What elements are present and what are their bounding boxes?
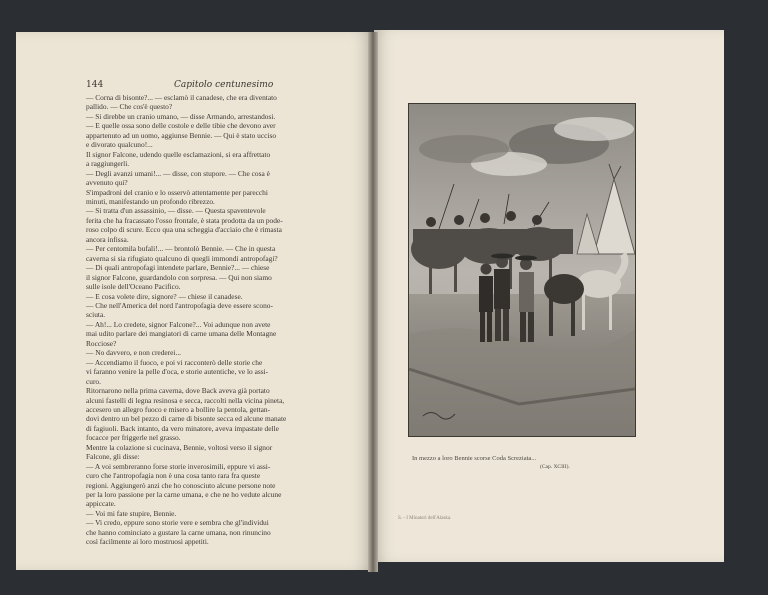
text-line: — No davvero, e non crederei... [86, 348, 182, 358]
book-gutter [368, 32, 378, 572]
text-line: — Che nell'America del nord l'antropofagia deve essere scono- [86, 300, 273, 310]
text-line: avvenuto qui? [86, 178, 128, 188]
text-line: Mentre la colazione si cucinava, Bennie, voltosi verso il signor [86, 442, 273, 452]
text-line: minuti, manifestando un profondo ribrezzo. [86, 196, 215, 206]
text-line: ancora infissa. [86, 234, 129, 244]
text-line: — Accendiamo il fuoco, e poi vi racconterò delle storie che [86, 357, 263, 367]
caption-chapter-reference: (Cap. XCIII). [540, 464, 570, 470]
text-line: pallido. — Che cos'è questo? [86, 102, 173, 112]
text-line: e divorato qualcuno!... [86, 140, 153, 150]
text-line: — Voi mi fate stupire, Bennie. [86, 508, 177, 518]
text-line: — Si direbbe un cranio umano, — disse Armando, arrestandosi. [86, 111, 276, 121]
left-page-body-text [86, 93, 346, 547]
text-line: roso colpo di scure. Ecco qua una scheggia d'acciaio che è rimasta [86, 225, 282, 235]
text-line: Rocciose? [86, 338, 117, 348]
text-line: Il signor Falcone, udendo quelle esclamazioni, si era affrettato [86, 149, 271, 159]
text-line: — Degli avanzi umani!... — disse, con stupore. — Che cosa è [86, 168, 270, 178]
text-line: sulle isole dell'Oceano Pacifico. [86, 282, 181, 292]
text-line: Falcone, gli disse: [86, 452, 140, 462]
text-line: dovi dentro un bel pezzo di carne di bisonte secca ed alcune manate [86, 414, 287, 424]
text-line: — Ah!... Lo credete, signor Falcone?... Voi adunque non avete [86, 319, 271, 329]
illustration-image [409, 104, 635, 436]
text-line: curo che l'antropofagia non è una cosa tanto rara fra queste [86, 471, 261, 481]
text-line: a raggiungerli. [86, 159, 130, 169]
text-line: caverna si sia rifugiato qualcuno di quegli immondi antropofagi? [86, 253, 278, 263]
text-line: — E quelle ossa sono delle costole e delle tibie che devono aver [86, 121, 276, 131]
text-line: curo. [86, 376, 101, 386]
page-number: 144 [86, 80, 104, 90]
text-line: il signor Falcone, guardandolo con sorpresa. — Qui non siamo [86, 272, 272, 282]
text-line: — Per centomila bufali!... — brontolò Bennie. — Che in questa [86, 244, 276, 254]
running-title: Capitolo centunesimo [174, 80, 274, 90]
text-line: — A voi sembreranno forse storie inverosimili, eppure vi assi- [86, 461, 271, 471]
text-line: mai udito parlare dei mangiatori di carne umana delle Montagne [86, 329, 277, 339]
text-line: S'impadronì del cranio e lo osservò attentamente per parecchi [86, 187, 268, 197]
text-line: vi faranno venire la pelle d'oca, e storie autentiche, ve lo assi- [86, 367, 269, 377]
text-line: accesero un allegro fuoco e misero a bollire la pentola, gettan- [86, 404, 271, 414]
text-line: ferita che ha fracassato l'osso frontale, è stata prodotta da un pode- [86, 215, 283, 225]
text-line: sciuta. [86, 310, 106, 320]
caption-text: In mezzo a loro Bennie scorse Coda Screziata... [412, 455, 537, 462]
illustration-plate [408, 103, 636, 437]
text-line: regioni. Aggiungerò anzi che ho conosciuto alcune persone note [86, 480, 276, 490]
text-line: di fagiuoli. Back intanto, da vero minatore, aveva impastate delle [86, 423, 279, 433]
text-line: focacce per friggerle nel grasso. [86, 433, 181, 443]
text-line: Ritornarono nella prima caverna, dove Back aveva già portato [86, 386, 270, 396]
text-line: — Corna di bisonte?... — esclamò il canadese, che era diventato [86, 93, 277, 102]
text-line: — E cosa volete dire, signore? — chiese il canadese. [86, 291, 243, 301]
text-line: per la loro passione per la carne umana, e che ne ho vedute alcune [86, 490, 282, 500]
text-line: così facilmente ai loro mostruosi appetiti. [86, 537, 209, 547]
text-line: che hanno cominciato a gustare la carne umana, non rinuncino [86, 527, 271, 537]
text-line: — Si tratta d'un assassinio, — disse. — Questa spaventevole [86, 206, 266, 216]
text-line: — Di quali antropofagi intendete parlare, Bennie?... — chiese [86, 263, 270, 273]
text-line: alcuni fastelli di legna resinosa e secca, raccolti nella vicina pineta, [86, 395, 285, 405]
text-line: appiccate. [86, 499, 116, 509]
page-footer-signature: S. - I Minatori dell'Alaska. [398, 516, 452, 521]
text-line: — Vi credo, eppure sono storie vere e sembra che gl'individui [86, 518, 269, 528]
text-line: appartenuto ad un uomo, aggiunse Bennie. — Qui è stato ucciso [86, 130, 277, 140]
